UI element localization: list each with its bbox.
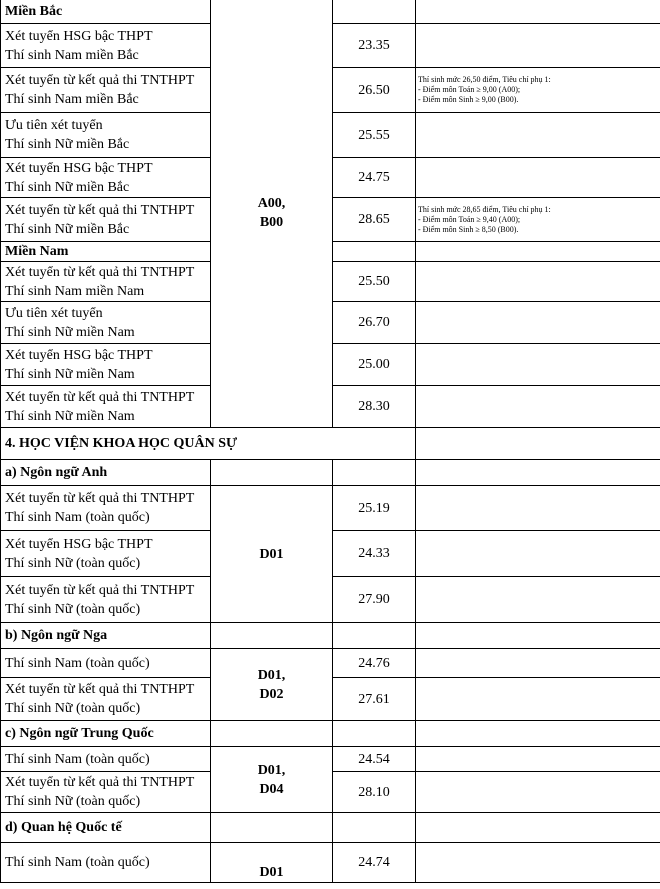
empty-cell bbox=[333, 460, 416, 486]
method-cell bbox=[1, 577, 211, 623]
score-cell: 25.19 bbox=[333, 486, 416, 531]
cell-line-2: Thí sinh Nữ (toàn quốc) bbox=[5, 601, 141, 617]
group-title: a) Ngôn ngữ Anh bbox=[1, 460, 211, 486]
note-cell bbox=[416, 0, 660, 24]
cell-line-2: Thí sinh Nữ miền Bắc bbox=[5, 221, 130, 237]
cell-line-2: Thí sinh Nữ (toàn quốc) bbox=[5, 701, 141, 716]
note-line: - Điểm môn Toán ≥ 9,00 (A00); bbox=[418, 85, 521, 94]
cell-line-1: Xét tuyển từ kết quả thi TNTHPT bbox=[5, 389, 195, 405]
score-cell: 28.30 bbox=[333, 386, 416, 428]
score-cell: 28.65 bbox=[333, 198, 416, 242]
cell-line-1: Thí sinh Nam (toàn quốc) bbox=[5, 655, 150, 671]
subject-combo: A00, bbox=[257, 196, 286, 211]
cell-line-1: Xét tuyển từ kết quả thi TNTHPT bbox=[5, 264, 195, 280]
score-cell: 24.33 bbox=[333, 531, 416, 577]
group-title-row bbox=[1, 721, 660, 747]
section-title: Miền Nam bbox=[1, 242, 211, 262]
note-line: - Điểm môn Sinh ≥ 9,00 (B00). bbox=[418, 95, 519, 104]
note-line: Thí sinh mức 26,50 điểm, Tiêu chí phụ 1: bbox=[418, 75, 551, 84]
empty-cell bbox=[333, 813, 416, 843]
score-cell: 26.70 bbox=[333, 302, 416, 344]
score-cell: 27.90 bbox=[333, 577, 416, 623]
subject-combo: D01, bbox=[257, 667, 286, 683]
section-row bbox=[1, 0, 660, 24]
method-cell bbox=[1, 649, 211, 678]
subject-combo-cell bbox=[211, 649, 333, 721]
score-cell bbox=[333, 242, 416, 262]
method-cell bbox=[1, 843, 211, 883]
score-cell: 24.76 bbox=[333, 649, 416, 678]
score-cell: 25.50 bbox=[333, 262, 416, 302]
note-cell bbox=[416, 772, 660, 813]
note-cell bbox=[416, 843, 660, 883]
empty-cell bbox=[211, 721, 333, 747]
note-cell bbox=[416, 721, 660, 747]
cell-line-2: Thí sinh Nam miền Bắc bbox=[5, 92, 139, 107]
cell-line-1: Xét tuyển từ kết quả thi TNTHPT bbox=[5, 491, 195, 506]
section-title: Miền Bắc bbox=[1, 0, 211, 24]
method-cell bbox=[1, 24, 211, 68]
subject-combo: D02 bbox=[259, 686, 284, 702]
note-cell bbox=[416, 678, 660, 721]
note-cell bbox=[416, 24, 660, 68]
table-row bbox=[1, 486, 660, 531]
note-cell bbox=[416, 302, 660, 344]
subject-combo: D01, bbox=[257, 762, 286, 778]
note-cell bbox=[416, 577, 660, 623]
cell-line-1: Xét tuyển từ kết quả thi TNTHPT bbox=[5, 775, 195, 790]
group-title: b) Ngôn ngữ Nga bbox=[1, 623, 211, 649]
method-cell bbox=[1, 198, 211, 242]
method-cell bbox=[1, 262, 211, 302]
score-cell: 28.10 bbox=[333, 772, 416, 813]
cell-line-1: Xét tuyển HSG bậc THPT bbox=[5, 347, 153, 363]
group-title: c) Ngôn ngữ Trung Quốc bbox=[1, 721, 211, 747]
institution-row bbox=[1, 428, 660, 460]
score-cell: 25.00 bbox=[333, 344, 416, 386]
method-cell bbox=[1, 772, 211, 813]
subject-combo: D01 bbox=[259, 546, 284, 562]
cell-line-1: Xét tuyển từ kết quả thi TNTHPT bbox=[5, 73, 195, 88]
method-cell bbox=[1, 68, 211, 113]
note-line: Thí sinh mức 28,65 điểm, Tiêu chí phụ 1: bbox=[418, 204, 551, 214]
score-cell: 26.50 bbox=[333, 68, 416, 113]
group-title-row bbox=[1, 623, 660, 649]
cell-line-1: Thí sinh Nam (toàn quốc) bbox=[5, 855, 150, 870]
method-cell bbox=[1, 158, 211, 198]
cell-line-2: Thí sinh Nữ miền Bắc bbox=[5, 137, 130, 152]
cell-line-2: Thí sinh Nam miền Bắc bbox=[5, 47, 139, 63]
table-row bbox=[1, 649, 660, 678]
cell-line-1: Ưu tiên xét tuyển bbox=[5, 118, 103, 133]
note-cell bbox=[416, 68, 660, 113]
method-cell bbox=[1, 386, 211, 428]
cell-line-1: Xét tuyển HSG bậc THPT bbox=[5, 28, 153, 44]
note-cell bbox=[416, 242, 660, 262]
cell-line-1: Ưu tiên xét tuyển bbox=[5, 305, 103, 321]
method-cell bbox=[1, 344, 211, 386]
cell-line-1: Thí sinh Nam (toàn quốc) bbox=[5, 751, 150, 767]
subject-combo-cell bbox=[211, 0, 333, 428]
note-line: - Điểm môn Sinh ≥ 8,50 (B00). bbox=[418, 224, 519, 234]
note-cell bbox=[416, 262, 660, 302]
group-title: d) Quan hệ Quốc tế bbox=[1, 813, 211, 843]
score-cell: 25.55 bbox=[333, 113, 416, 158]
cell-line-1: Xét tuyển từ kết quả thi TNTHPT bbox=[5, 202, 195, 218]
empty-cell bbox=[333, 721, 416, 747]
cell-line-2: Thí sinh Nam miền Nam bbox=[5, 283, 145, 299]
cell-line-2: Thí sinh Nữ miền Nam bbox=[5, 408, 135, 424]
subject-combo: D04 bbox=[259, 781, 284, 797]
score-cell: 27.61 bbox=[333, 678, 416, 721]
cell-line-2: Thí sinh Nữ (toàn quốc) bbox=[5, 794, 141, 809]
method-cell bbox=[1, 113, 211, 158]
subject-combo: B00 bbox=[259, 215, 284, 230]
cell-line-2: Thí sinh Nữ miền Nam bbox=[5, 366, 135, 382]
note-cell bbox=[416, 344, 660, 386]
note-cell bbox=[416, 198, 660, 242]
note-cell bbox=[416, 649, 660, 678]
note-cell bbox=[416, 486, 660, 531]
table-row bbox=[1, 843, 660, 883]
note-cell bbox=[416, 813, 660, 843]
cell-line-1: Xét tuyển từ kết quả thi TNTHPT bbox=[5, 582, 195, 598]
empty-cell bbox=[333, 623, 416, 649]
score-cell: 23.35 bbox=[333, 24, 416, 68]
method-cell bbox=[1, 747, 211, 772]
score-cell bbox=[333, 0, 416, 24]
method-cell bbox=[1, 678, 211, 721]
note-cell bbox=[416, 113, 660, 158]
cell-line-1: Xét tuyển HSG bậc THPT bbox=[5, 160, 153, 176]
institution-title: 4. HỌC VIỆN KHOA HỌC QUÂN SỰ bbox=[1, 428, 416, 460]
cell-line-1: Xét tuyển HSG bậc THPT bbox=[5, 536, 153, 552]
subject-combo: D01 bbox=[259, 865, 284, 880]
score-cell: 24.54 bbox=[333, 747, 416, 772]
group-title-row bbox=[1, 813, 660, 843]
note-cell bbox=[416, 386, 660, 428]
cell-line-2: Thí sinh Nữ miền Nam bbox=[5, 324, 135, 340]
note-cell bbox=[416, 428, 660, 460]
method-cell bbox=[1, 486, 211, 531]
note-cell bbox=[416, 158, 660, 198]
empty-cell bbox=[211, 623, 333, 649]
cell-line-2: Thí sinh Nam (toàn quốc) bbox=[5, 510, 150, 525]
subject-combo-cell bbox=[211, 486, 333, 623]
score-cell: 24.74 bbox=[333, 843, 416, 883]
subject-combo-cell bbox=[211, 747, 333, 813]
note-cell bbox=[416, 460, 660, 486]
table-row bbox=[1, 747, 660, 772]
score-cell: 24.75 bbox=[333, 158, 416, 198]
note-cell bbox=[416, 531, 660, 577]
method-cell bbox=[1, 531, 211, 577]
cell-line-2: Thí sinh Nữ miền Bắc bbox=[5, 179, 130, 195]
method-cell bbox=[1, 302, 211, 344]
subject-combo-cell bbox=[211, 843, 333, 883]
note-line: - Điểm môn Toán ≥ 9,40 (A00); bbox=[418, 214, 521, 224]
note-cell bbox=[416, 623, 660, 649]
group-title-row bbox=[1, 460, 660, 486]
cell-line-2: Thí sinh Nữ (toàn quốc) bbox=[5, 555, 141, 571]
cell-line-1: Xét tuyển từ kết quả thi TNTHPT bbox=[5, 682, 195, 697]
empty-cell bbox=[211, 460, 333, 486]
empty-cell bbox=[211, 813, 333, 843]
note-cell bbox=[416, 747, 660, 772]
